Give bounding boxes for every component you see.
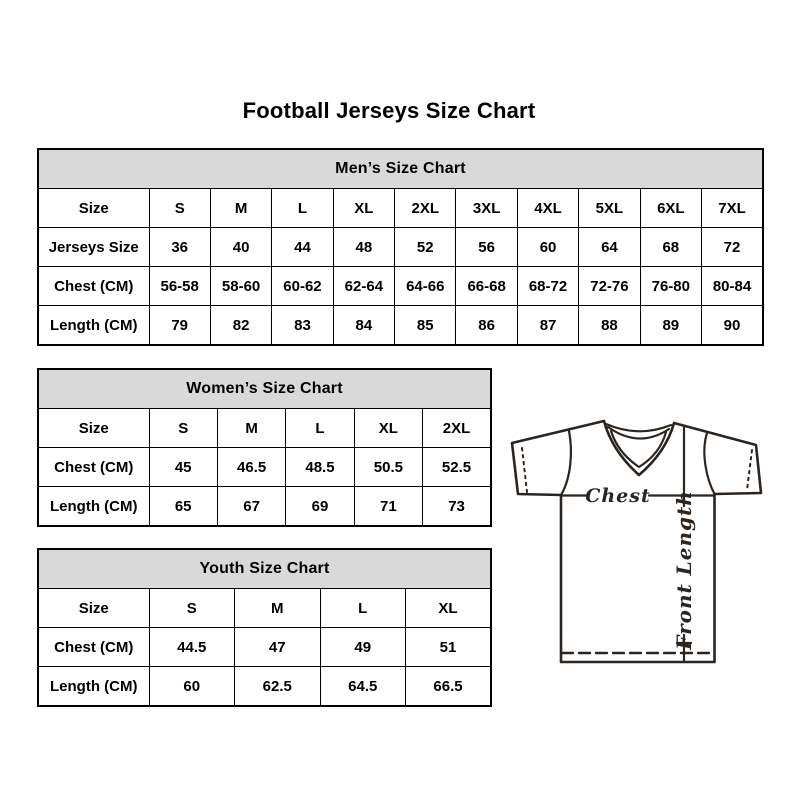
size-value-cell: M (235, 589, 321, 628)
size-value-cell: 87 (517, 306, 578, 346)
size-value-cell: 49 (320, 628, 406, 667)
size-value-cell: 60 (517, 228, 578, 267)
size-table (37, 368, 492, 527)
size-value-cell: L (320, 589, 406, 628)
size-value-cell: 40 (210, 228, 271, 267)
size-value-cell: M (210, 189, 271, 228)
size-value-cell: 71 (354, 487, 422, 527)
size-value-cell: 68-72 (517, 267, 578, 306)
row-header-cell: Length (CM) (38, 667, 149, 707)
size-value-cell: L (272, 189, 333, 228)
size-value-cell: 84 (333, 306, 394, 346)
size-value-cell: M (217, 409, 285, 448)
size-value-cell: 36 (149, 228, 210, 267)
size-value-cell: 62.5 (235, 667, 321, 707)
chest-label: Chest (585, 485, 651, 507)
collar-back-line (606, 424, 671, 431)
size-value-cell: S (149, 189, 210, 228)
table-title: Men’s Size Chart (38, 149, 763, 189)
size-value-cell: 4XL (517, 189, 578, 228)
size-value-cell: 2XL (423, 409, 491, 448)
size-value-cell: 73 (423, 487, 491, 527)
size-value-cell: 72-76 (579, 267, 640, 306)
size-value-cell: 86 (456, 306, 517, 346)
size-value-cell: 72 (702, 228, 763, 267)
size-value-cell: 3XL (456, 189, 517, 228)
size-value-cell: 88 (579, 306, 640, 346)
size-value-cell: 5XL (579, 189, 640, 228)
row-header-cell: Size (38, 589, 149, 628)
size-value-cell: 82 (210, 306, 271, 346)
mens-size-chart-table (37, 148, 764, 346)
size-value-cell: 2XL (395, 189, 456, 228)
size-value-cell: 47 (235, 628, 321, 667)
size-value-cell: 52.5 (423, 448, 491, 487)
size-value-cell: 44.5 (149, 628, 235, 667)
table-title: Women’s Size Chart (38, 369, 491, 409)
size-value-cell: S (149, 409, 217, 448)
size-value-cell: 69 (286, 487, 354, 527)
size-table (37, 148, 764, 346)
size-value-cell: L (286, 409, 354, 448)
size-value-cell: XL (333, 189, 394, 228)
size-value-cell: 64 (579, 228, 640, 267)
size-value-cell: 48.5 (286, 448, 354, 487)
row-header-cell: Size (38, 189, 149, 228)
size-value-cell: 62-64 (333, 267, 394, 306)
jersey-measurement-diagram (490, 390, 780, 690)
page-title: Football Jerseys Size Chart (242, 98, 536, 123)
size-value-cell: 7XL (702, 189, 763, 228)
size-value-cell: 51 (406, 628, 492, 667)
row-header-cell: Jerseys Size (38, 228, 149, 267)
size-value-cell: 60-62 (272, 267, 333, 306)
size-value-cell: 46.5 (217, 448, 285, 487)
size-value-cell: 64.5 (320, 667, 406, 707)
size-value-cell: 58-60 (210, 267, 271, 306)
size-value-cell: 48 (333, 228, 394, 267)
size-value-cell: 52 (395, 228, 456, 267)
row-header-cell: Size (38, 409, 149, 448)
size-value-cell: 83 (272, 306, 333, 346)
youth-size-chart-table (37, 548, 492, 707)
size-value-cell: 45 (149, 448, 217, 487)
size-value-cell: 56 (456, 228, 517, 267)
womens-size-chart-table (37, 368, 492, 527)
size-value-cell: 56-58 (149, 267, 210, 306)
size-value-cell: 76-80 (640, 267, 701, 306)
size-value-cell: XL (354, 409, 422, 448)
size-table (37, 548, 492, 707)
size-value-cell: 67 (217, 487, 285, 527)
size-value-cell: 66-68 (456, 267, 517, 306)
jersey-outline-shape (512, 421, 761, 662)
size-value-cell: 60 (149, 667, 235, 707)
row-header-cell: Length (CM) (38, 306, 149, 346)
row-header-cell: Chest (CM) (38, 448, 149, 487)
size-value-cell: 68 (640, 228, 701, 267)
size-value-cell: 65 (149, 487, 217, 527)
size-value-cell: S (149, 589, 235, 628)
table-title: Youth Size Chart (38, 549, 491, 589)
size-value-cell: 85 (395, 306, 456, 346)
size-value-cell: 80-84 (702, 267, 763, 306)
size-value-cell: XL (406, 589, 492, 628)
size-value-cell: 44 (272, 228, 333, 267)
front-length-label: Front Length (672, 490, 696, 650)
size-value-cell: 66.5 (406, 667, 492, 707)
row-header-cell: Chest (CM) (38, 628, 149, 667)
row-header-cell: Length (CM) (38, 487, 149, 527)
size-value-cell: 89 (640, 306, 701, 346)
row-header-cell: Chest (CM) (38, 267, 149, 306)
size-value-cell: 79 (149, 306, 210, 346)
size-value-cell: 50.5 (354, 448, 422, 487)
size-value-cell: 64-66 (395, 267, 456, 306)
size-value-cell: 90 (702, 306, 763, 346)
size-value-cell: 6XL (640, 189, 701, 228)
